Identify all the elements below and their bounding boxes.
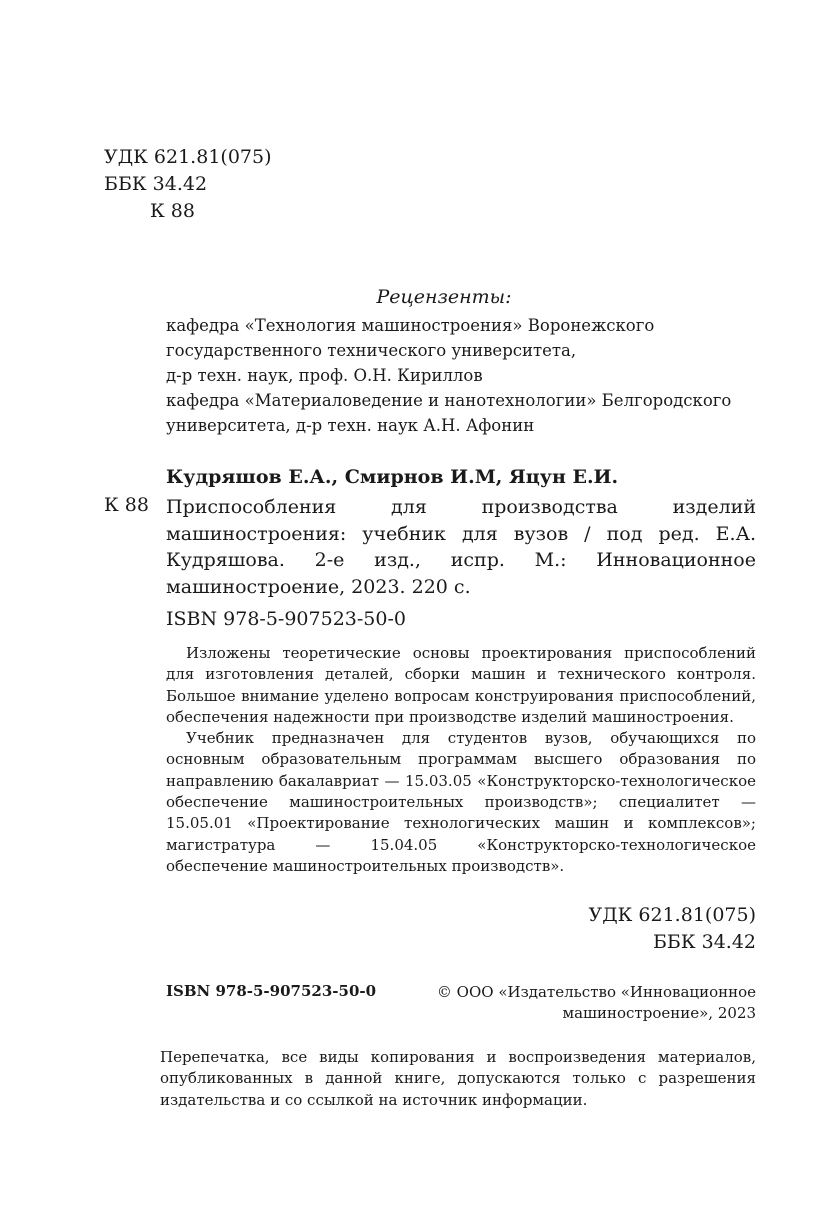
udk-code-bottom: УДК 621.81(075) [588,904,756,926]
reviewer-line: кафедра «Материаловедение и нанотехнологии» Белгородского [166,391,732,410]
bbk-code-bottom: ББК 34.42 [652,931,756,953]
reviewer-line: государственного технического университета, [166,341,577,360]
author-sign: К 88 [150,200,195,222]
annotation-paragraph: Изложены теоретические основы проектирования приспособлений для изготовления деталей, сборки машин и технического контроля. Большое внимание уделено вопросам конструирования приспособлений, обеспечения надежности при производстве изделий машиностроения. [166,644,756,726]
reviewer-line: д-р техн. наук, проф. О.Н. Кириллов [166,366,483,385]
udk-code: УДК 621.81(075) [104,146,272,168]
isbn: ISBN 978-5-907523-50-0 [166,608,406,630]
isbn-bottom: ISBN 978-5-907523-50-0 [166,982,377,1000]
reviewer-line: кафедра «Технология машиностроения» Воронежского [166,316,655,335]
authors: Кудряшов Е.А., Смирнов И.М, Яцун Е.И. [166,466,619,488]
copyright: © ООО «Издательство «Инновационное машиностроение», 2023 [436,983,756,1022]
reviewers-list [166,313,766,438]
udk-bottom-block [589,902,757,956]
reprint-notice: Перепечатка, все виды копирования и воспроизведения материалов, опубликованных в данной книге, допускаются только с разрешения издательства и со ссылкой на источник информации. [160,1048,756,1109]
bib-author-sign: К 88 [104,494,149,516]
bbk-code: ББК 34.42 [104,173,208,195]
bibliographic-description: Приспособления для производства изделий машиностроения: учебник для вузов / под ред. Е.А. Кудряшова. 2-е изд., испр. М.: Инновационное машиностроение, 2023. 220 с. [166,496,756,598]
annotation [166,643,756,877]
reviewer-line: университета, д-р техн. наук А.Н. Афонин [166,416,535,435]
udk-top-block [104,144,272,225]
annotation-paragraph: Учебник предназначен для студентов вузов, обучающихся по основным образовательным программам высшего образования по направлению бакалавриат — 15.03.05 «Конструкторско-технологическое обеспечение машиностроительных производств»; специалитет — 15.05.01 «Проектирование технологических машин и комплексов»; магистратура — 15.04.05 «Конструкторско-технологическое обеспечение машиностроительных производств». [166,729,756,875]
reviewers-title: Рецензенты: [376,286,512,308]
